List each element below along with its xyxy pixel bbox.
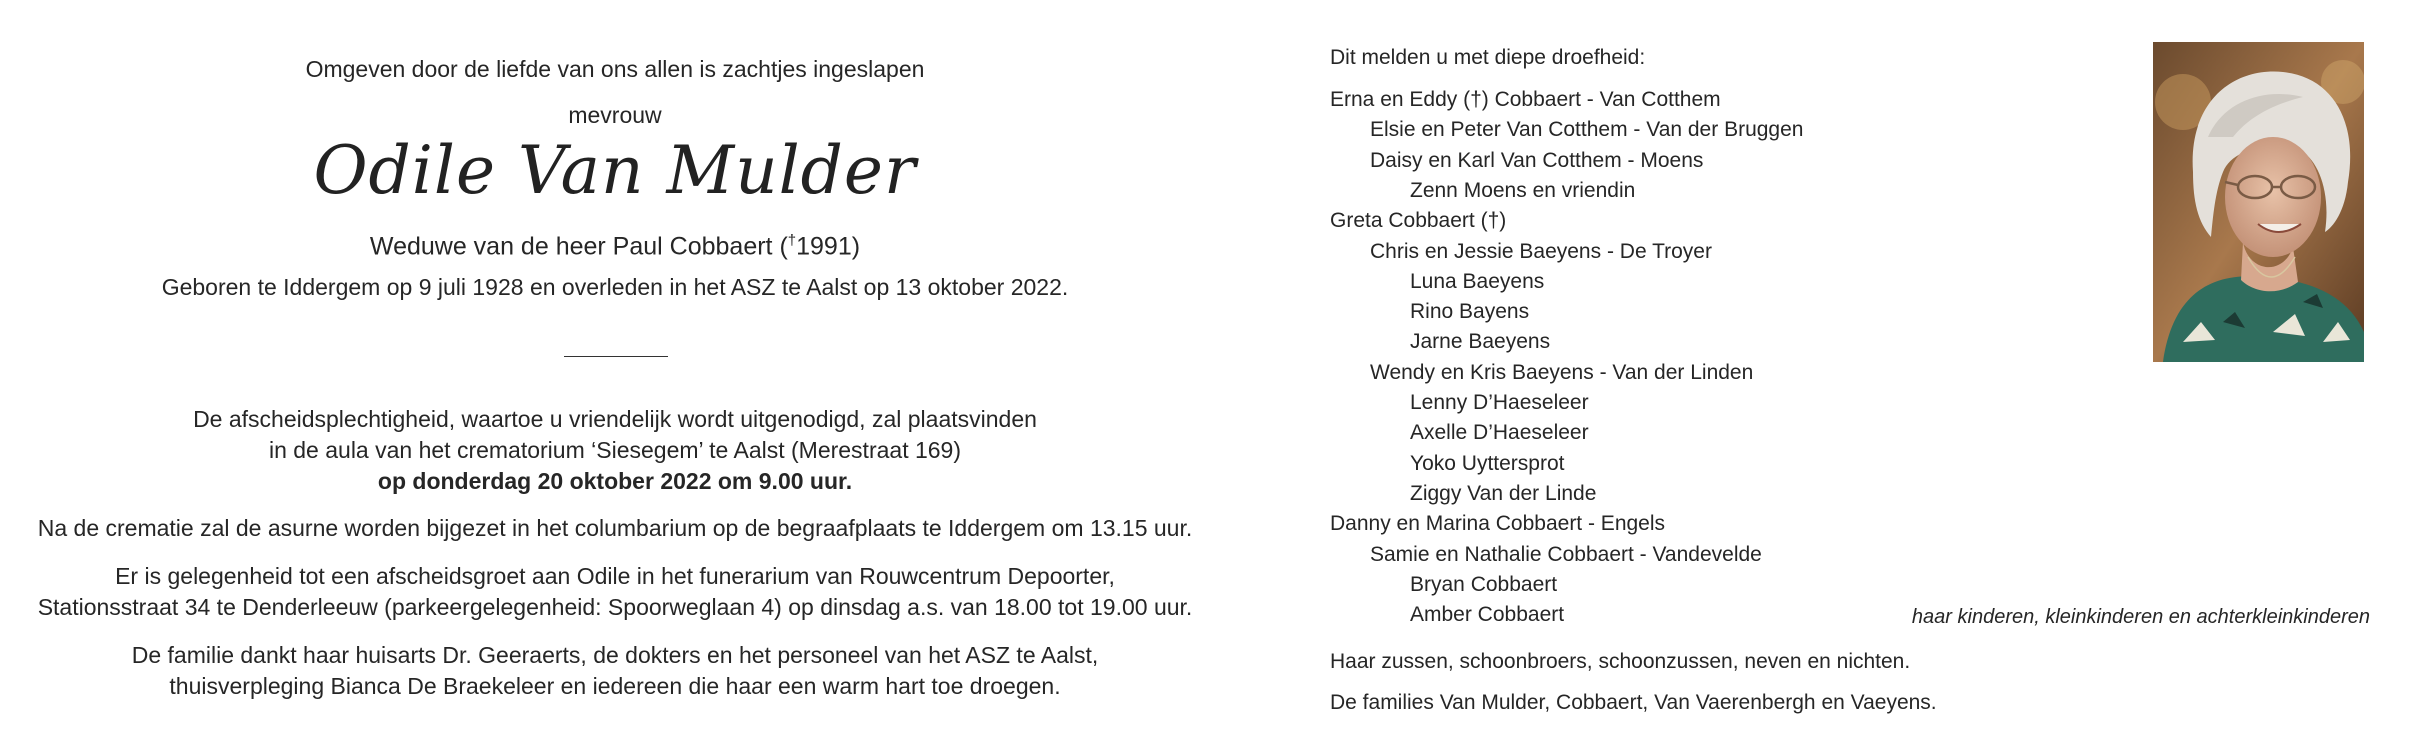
widow-line <box>0 226 1230 261</box>
family-member-line: Chris en Jessie Baeyens - De Troyer <box>1370 240 1712 263</box>
announcement-right-column <box>1330 0 2370 754</box>
thanks-line-1: De familie dankt haar huisarts Dr. Geeraerts, de dokters en het personeel van het ASZ te Aalst, <box>131 642 1099 668</box>
family-member-line: Greta Cobbaert (†) <box>1330 209 1507 232</box>
birth-death-text: Geboren te Iddergem op 9 juli 1928 en overleden in het ASZ te Aalst op 13 oktober 2022. <box>161 274 1069 300</box>
intro-text: Omgeven door de liefde van ons allen is zachtjes ingeslapen <box>305 56 925 82</box>
divider-line <box>564 356 668 357</box>
families-text: De families Van Mulder, Cobbaert, Van Vaerenbergh en Vaeyens. <box>1330 691 1937 714</box>
family-member-line: Samie en Nathalie Cobbaert - Vandevelde <box>1370 543 1762 566</box>
ceremony-line-2: in de aula van het crematorium ‘Siesegem’ te Aalst (Merestraat 169) <box>268 437 962 463</box>
family-member-line: Ziggy Van der Linde <box>1410 482 1597 505</box>
family-member-line: Danny en Marina Cobbaert - Engels <box>1330 512 1666 535</box>
family-member-line: Luna Baeyens <box>1410 270 1545 293</box>
urn-text: Na de crematie zal de asurne worden bijgezet in het columbarium op de begraafplaats te Iddergem om 13.15 uur. <box>37 515 1193 541</box>
farewell-line-1: Er is gelegenheid tot een afscheidsgroet aan Odile in het funerarium van Rouwcentrum Depoorter, <box>115 563 1115 589</box>
family-member-line: Yoko Uyttersprot <box>1410 452 1565 475</box>
ceremony-line-1: De afscheidsplechtigheid, waartoe u vriendelijk wordt uitgenodigd, zal plaatsvinden <box>193 406 1037 432</box>
farewell-line-2: Stationsstraat 34 te Denderleeuw (parkeergelegenheid: Spoorweglaan 4) op dinsdag a.s. van 18.00 tot 19.00 uur. <box>37 594 1193 620</box>
portrait-photo <box>2153 42 2364 362</box>
family-member-line: Rino Bayens <box>1410 300 1530 323</box>
family-member-line: Daisy en Karl Van Cotthem - Moens <box>1370 149 1704 172</box>
family-member-line: Jarne Baeyens <box>1410 330 1551 353</box>
family-member-line: Lenny D’Haeseleer <box>1410 391 1589 414</box>
family-member-line: Erna en Eddy (†) Cobbaert - Van Cotthem <box>1330 88 1721 111</box>
title-text: mevrouw <box>568 102 662 128</box>
announce-text: Dit melden u met diepe droefheid: <box>1330 46 1646 69</box>
family-member-line: Axelle D’Haeseleer <box>1410 421 1589 444</box>
family-member-line: Zenn Moens en vriendin <box>1410 179 1636 202</box>
widow-year: 1991) <box>796 232 861 261</box>
thanks-line-2: thuisverpleging Bianca De Braekeleer en iedereen die haar een warm hart toe droegen. <box>169 673 1061 699</box>
deceased-name: Odile Van Mulder <box>313 132 917 209</box>
family-member-line: Wendy en Kris Baeyens - Van der Linden <box>1370 361 1754 384</box>
widow-prefix: Weduwe van de heer Paul Cobbaert ( <box>369 232 788 261</box>
cross-symbol: † <box>787 232 797 249</box>
family-member-line: Bryan Cobbaert <box>1410 573 1558 596</box>
relatives-text: Haar zussen, schoonbroers, schoonzussen, neven en nichten. <box>1330 650 1911 673</box>
family-member-line: Elsie en Peter Van Cotthem - Van der Bruggen <box>1370 118 1804 141</box>
closing-text: haar kinderen, kleinkinderen en achterkleinkinderen <box>1911 606 2370 628</box>
ceremony-date: op donderdag 20 oktober 2022 om 9.00 uur. <box>377 468 853 494</box>
family-member-line: Amber Cobbaert <box>1410 603 1565 626</box>
